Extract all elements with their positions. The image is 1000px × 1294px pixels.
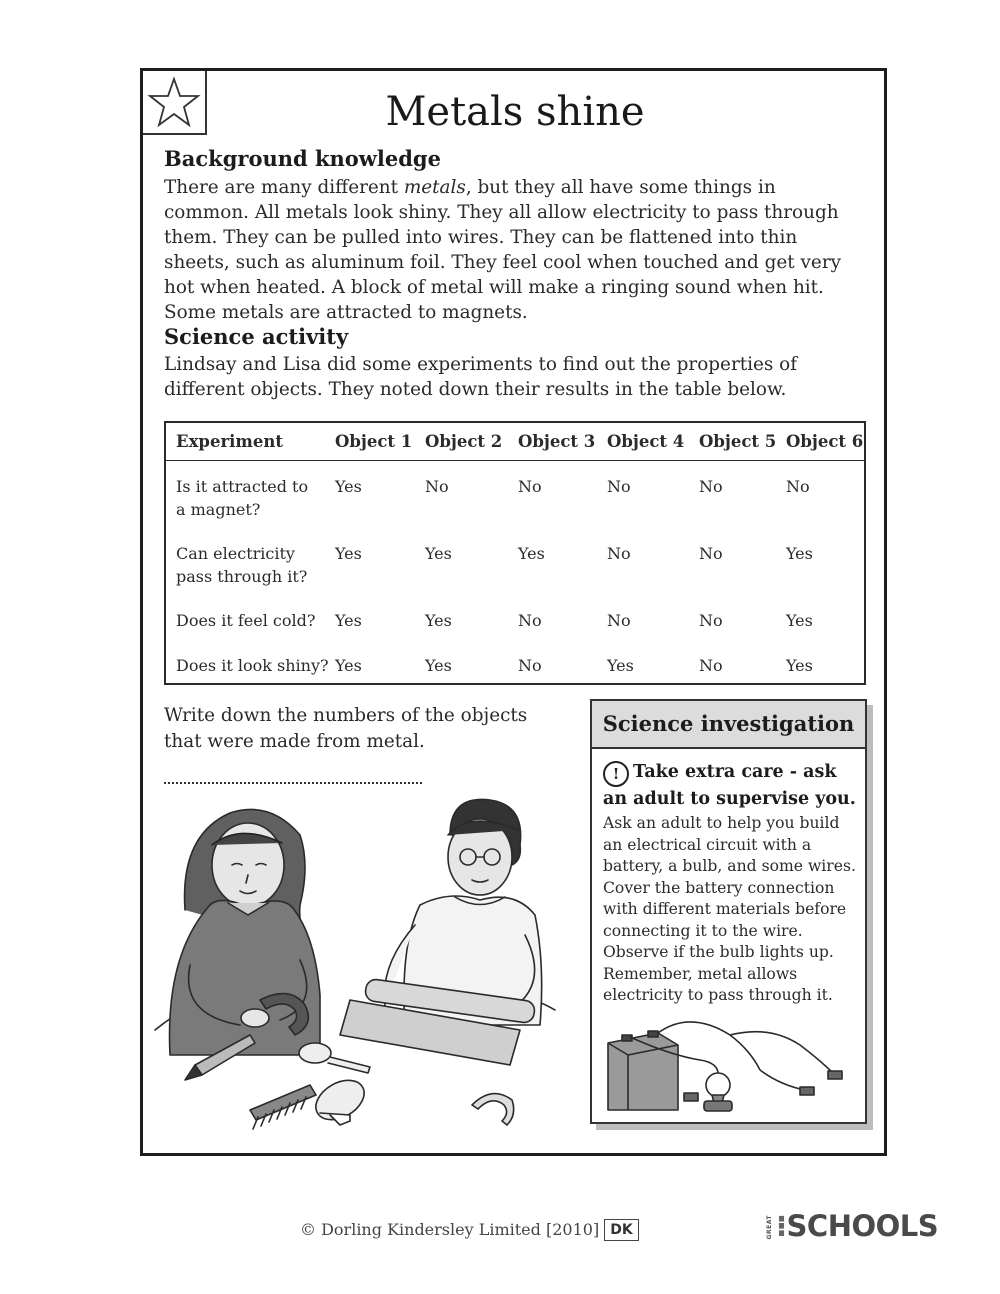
table-cell: No: [699, 477, 723, 496]
table-header-object-3: Object 3: [518, 432, 596, 451]
table-cell: No: [518, 477, 542, 496]
table-cell: No: [699, 611, 723, 630]
circuit-illustration: [600, 1015, 850, 1115]
copyright-notice: © Dorling Kindersley Limited [2010]: [300, 1220, 600, 1239]
table-cell: Yes: [786, 544, 813, 563]
table-row-label: Does it feel cold?: [176, 611, 316, 630]
table-cell: Yes: [786, 656, 813, 675]
table-row-label: Does it look shiny?: [176, 656, 329, 675]
table-cell: Yes: [335, 611, 362, 630]
question-text: [164, 703, 564, 755]
background-paragraph: There are many different metals, but they all have some things in common. All metals look shiny. They all allow electricity to pass through them. They can be pulled into wires. They can be flattened into thin sheets, such as aluminum foil. They feel cool when touched and get very hot when heated. A block of metal will make a ringing sound when hit. Some metals are attracted to magnets.: [164, 177, 841, 323]
question-line: that were made from metal.: [164, 731, 425, 752]
star-icon: [146, 74, 202, 130]
table-cell: No: [518, 611, 542, 630]
table-header-object-5: Object 5: [699, 432, 777, 451]
table-cell: No: [699, 544, 723, 563]
activity-heading: Science activity: [164, 324, 349, 349]
instruction-line: with different materials before: [603, 900, 847, 918]
table-cell: No: [518, 656, 542, 675]
table-row-label: Is it attracted to: [176, 477, 309, 496]
table-header-object-2: Object 2: [425, 432, 503, 451]
dk-logo: DK: [604, 1219, 639, 1241]
greatschools-logo-small: GREAT: [766, 1215, 773, 1240]
activity-paragraph: Lindsay and Lisa did some experiments to find out the properties of different objects. They noted down their results in the table below.: [164, 354, 798, 400]
star-box: [143, 71, 207, 135]
table-cell: Yes: [425, 656, 452, 675]
background-heading: Background knowledge: [164, 146, 441, 171]
instruction-line: Ask an adult to help you build: [603, 814, 840, 832]
table-cell: No: [699, 656, 723, 675]
table-cell: No: [786, 477, 810, 496]
table-header-divider: [166, 460, 864, 461]
instruction-line: electricity to pass through it.: [603, 986, 833, 1004]
greatschools-logo: ⁝SCHOOLS: [776, 1209, 939, 1243]
table-header-object-4: Object 4: [607, 432, 685, 451]
instruction-line: battery, a bulb, and some wires.: [603, 857, 856, 875]
instruction-line: connecting it to the wire.: [603, 921, 803, 940]
investigation-instructions: [603, 813, 861, 1007]
instruction-line: an electrical circuit with a: [603, 835, 812, 854]
caution-icon: !: [603, 761, 629, 787]
children-experiment-illustration: [150, 795, 560, 1135]
instruction-line: Remember, metal allows: [603, 964, 798, 983]
table-header-object-6: Object 6: [786, 432, 864, 451]
table-cell: Yes: [335, 656, 362, 675]
instruction-line: Cover the battery connection: [603, 878, 835, 897]
table-cell: Yes: [335, 477, 362, 496]
table-cell: No: [607, 611, 631, 630]
table-cell: Yes: [335, 544, 362, 563]
table-row-label: pass through it?: [176, 567, 308, 586]
table-row-label: a magnet?: [176, 500, 261, 519]
question-line: Write down the numbers of the objects: [164, 705, 528, 726]
investigation-heading: Science investigation: [592, 701, 865, 749]
table-cell: No: [425, 477, 449, 496]
page-title: Metals shine: [385, 89, 645, 135]
table-cell: Yes: [607, 656, 634, 675]
table-cell: No: [607, 477, 631, 496]
instruction-line: Observe if the bulb lights up.: [603, 943, 834, 961]
table-cell: No: [607, 544, 631, 563]
table-row-label: Can electricity: [176, 544, 295, 563]
table-cell: Yes: [786, 611, 813, 630]
answer-line[interactable]: [164, 770, 422, 784]
caution-note: ! Take extra care - ask an adult to supervise you.: [603, 762, 856, 809]
table-cell: Yes: [518, 544, 545, 563]
table-header-object-1: Object 1: [335, 432, 413, 451]
table-cell: Yes: [425, 544, 452, 563]
table-header-experiment: Experiment: [176, 432, 283, 451]
table-cell: Yes: [425, 611, 452, 630]
